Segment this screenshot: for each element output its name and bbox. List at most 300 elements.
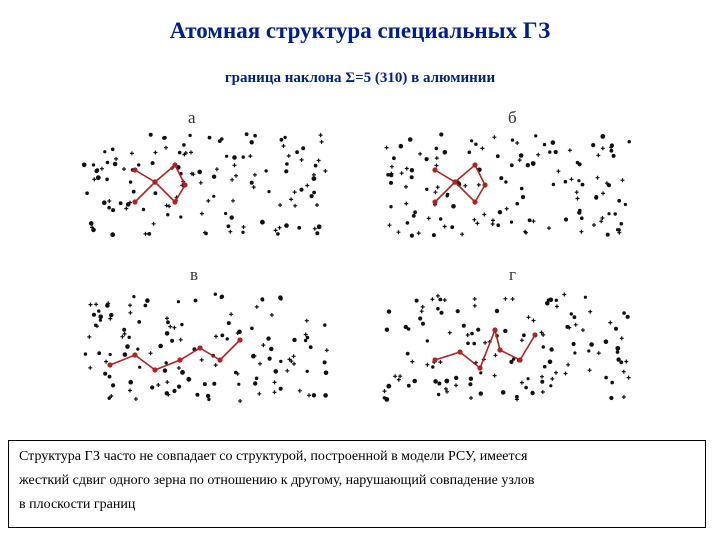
atom-dot [82,163,87,168]
boundary-atom [132,167,137,172]
boundary-atom [432,199,437,204]
atom-plus [469,396,473,400]
atom-plus [454,383,458,387]
atom-plus [104,360,108,364]
atom-dot [266,336,270,340]
atom-dot [468,151,472,155]
atom-plus [460,232,464,236]
atom-plus [128,311,132,315]
atom-plus [242,225,246,229]
atom-plus [319,133,323,137]
atom-dot [138,366,141,369]
atom-dot [548,360,553,365]
atom-dot [122,328,126,332]
atom-dot [543,365,547,369]
atom-dot [154,191,158,195]
atom-dot [284,169,288,173]
atom-dot [580,216,584,220]
atom-dot [137,163,140,166]
atom-dot [224,212,227,215]
atom-dot [182,143,186,147]
atom-plus [258,362,262,366]
atom-dot [250,181,254,185]
atom-plus [588,310,592,314]
atom-plus [282,144,286,148]
atom-plus [568,148,572,152]
atom-dot [476,328,480,332]
atom-plus [570,177,574,181]
atom-dot [208,136,212,140]
atom-dot [540,380,544,384]
atom-dot [162,136,166,140]
atom-plus [273,390,277,394]
atom-dot [94,324,98,328]
atom-plus [206,199,210,203]
atom-plus [463,184,467,188]
atomic-structure-panel-v [80,290,335,405]
atom-plus [215,167,219,171]
atom-plus [562,293,566,297]
atom-dot [614,212,617,215]
atom-plus [576,197,580,201]
atom-plus [417,231,421,235]
atom-dot [407,384,411,388]
atom-dot [89,221,94,226]
atom-dot [406,221,410,225]
atom-plus [435,164,439,168]
atom-plus [536,153,540,157]
atom-plus [124,207,128,211]
boundary-atom [197,345,202,350]
atom-dot [132,190,136,194]
atom-dot [410,234,414,238]
atom-plus [165,316,169,320]
atom-plus [128,303,132,307]
panel-label-b: б [508,108,517,127]
atom-dot [573,315,577,319]
atom-plus [550,377,554,381]
atom-dot [470,332,474,336]
atom-plus [532,219,536,223]
atom-plus [505,207,509,211]
atom-plus [278,203,282,207]
boundary-atom [237,337,242,342]
atom-dot [158,344,163,349]
atom-plus [214,363,218,367]
atom-plus [518,158,522,162]
atom-dot [106,161,110,165]
atom-dot [436,307,440,311]
atom-dot [85,191,89,195]
atom-plus [436,294,440,298]
atom-dot [108,375,112,379]
atom-dot [310,194,314,198]
atom-dot [212,175,216,179]
atom-plus [492,135,496,139]
atom-dot [437,393,440,396]
atom-dot [232,155,237,160]
boundary-atom [492,327,497,332]
atom-plus [312,173,316,177]
atom-plus [435,156,439,160]
atom-dot [439,132,443,136]
atom-plus [100,167,104,171]
atom-dot [431,365,434,368]
atom-plus [87,335,91,339]
atom-plus [448,331,452,335]
atom-plus [564,372,568,376]
atom-plus [532,319,536,323]
atom-dot [406,352,410,356]
atom-dot [495,309,499,313]
boundary-atom [532,332,537,337]
atom-dot [165,331,170,336]
atom-plus [234,174,238,178]
atom-dot [278,295,283,300]
atom-dot [616,357,620,361]
atom-plus [293,190,297,194]
atom-plus [248,154,252,158]
atom-dot [177,300,180,303]
atom-plus [177,366,181,370]
atom-plus [588,368,592,372]
atom-dot [163,368,167,372]
atom-plus [556,169,560,173]
atom-plus [274,228,278,232]
atom-plus [156,383,160,387]
atom-plus [238,399,242,403]
atom-dot [628,140,631,143]
atom-plus [120,335,124,339]
atom-dot [573,351,576,354]
atom-dot [129,180,132,183]
atom-dot [600,134,605,139]
atom-dot [584,296,587,299]
caption-box [8,440,706,528]
panel-label-a: а [188,108,196,127]
atom-dot [555,299,558,302]
atom-dot [323,360,327,364]
boundary-atom [152,367,157,372]
atom-dot [109,313,113,317]
boundary-atom [132,352,137,357]
atom-dot [261,298,264,301]
atom-dot [274,369,279,374]
atom-dot [194,299,198,303]
atom-dot [501,390,506,395]
boundary-atom [177,357,182,362]
atom-plus [257,392,261,396]
atom-dot [242,155,245,158]
atom-plus [527,315,531,319]
atom-dot [105,178,109,182]
atom-dot [450,225,454,229]
page-title: Атомная структура специальных ГЗ [169,18,551,43]
boundary-atom [132,199,137,204]
panel-label-g: г [509,265,516,284]
atom-dot [203,382,207,386]
atom-plus [94,302,98,306]
atom-dot [577,211,581,215]
atom-dot [230,215,234,219]
atom-dot [446,194,449,197]
atom-dot [521,195,525,199]
atom-plus [592,223,596,227]
atom-dot [468,382,472,386]
atom-plus [233,163,237,167]
page-subtitle: граница наклона Σ=5 (310) в алюминии [224,70,496,86]
atom-dot [136,348,139,351]
atom-dot [269,347,273,351]
atom-plus [418,152,422,156]
atom-dot [285,162,289,166]
atom-dot [456,309,460,313]
atom-dot [123,352,128,357]
atom-dot [527,377,530,380]
atom-dot [237,330,242,335]
atom-plus [427,216,431,220]
boundary-atom [457,349,462,354]
boundary-atom [497,347,502,352]
atom-dot [195,393,199,397]
atom-dot [97,351,101,355]
atom-dot [111,208,115,212]
atom-dot [616,350,620,354]
caption-line-3: в плоскости границ [19,497,136,512]
atom-dot [413,210,417,214]
atom-dot [212,195,215,198]
atom-plus [410,360,414,364]
panel-label-v: в [190,265,199,284]
boundary-atom [477,365,482,370]
atom-plus [320,140,324,144]
atom-dot [392,156,396,160]
atom-dot [615,346,620,351]
atom-dot [284,223,289,228]
atom-plus [230,178,234,182]
atom-dot [111,148,115,152]
atom-dot [295,150,299,154]
boundary-atom [452,179,457,184]
atom-dot [551,140,556,145]
atom-plus [289,197,293,201]
atom-dot [227,224,231,228]
atom-dot [607,212,610,215]
atom-plus [520,338,524,342]
atom-plus [405,167,409,171]
atom-dot [522,333,526,337]
atom-plus [503,297,507,301]
atom-dot [166,320,170,324]
atom-plus [575,190,579,194]
atom-plus [88,366,92,370]
atom-plus [285,369,289,373]
atom-dot [499,176,503,180]
atom-plus [152,222,156,226]
atom-dot [255,377,259,381]
atom-dot [165,361,168,364]
atom-dot [444,379,449,384]
boundary-atom [172,199,177,204]
atom-plus [144,232,148,236]
atom-dot [440,311,444,315]
atom-plus [123,332,127,336]
atom-plus [597,351,601,355]
atom-dot [496,154,500,158]
atom-plus [494,353,498,357]
atom-dot [225,155,228,158]
atom-dot [607,183,611,187]
atom-dot [142,208,145,211]
atom-plus [200,358,204,362]
atom-dot [128,336,131,339]
atom-dot [227,321,231,325]
atom-plus [305,184,309,188]
atom-dot [433,379,438,384]
atom-dot [604,339,609,344]
atom-plus [491,222,495,226]
atom-plus [555,305,559,309]
atom-dot [324,371,329,376]
atom-dot [564,217,568,221]
atom-dot [581,183,585,187]
atom-plus [292,362,296,366]
atom-plus [270,313,274,317]
atom-plus [622,395,626,399]
atom-plus [400,171,404,175]
atom-dot [212,382,216,386]
atom-plus [493,374,497,378]
atom-dot [620,222,624,226]
atom-dot [226,337,229,340]
atom-plus [541,390,545,394]
atom-dot [144,304,148,308]
atom-dot [451,204,456,209]
boundary-atom [472,199,477,204]
atom-dot [469,377,473,381]
atom-plus [404,185,408,189]
atom-plus [520,381,524,385]
atom-plus [122,167,126,171]
atom-dot [177,385,181,389]
atom-plus [261,343,265,347]
atom-dot [97,309,100,312]
atom-plus [491,218,495,222]
atom-dot [103,150,106,153]
atom-dot [260,220,265,225]
atom-dot [617,199,621,203]
atom-plus [433,190,437,194]
atom-dot [399,144,404,149]
atom-plus [624,360,628,364]
atom-dot [616,228,619,231]
atom-dot [96,175,101,180]
atom-dot [578,162,582,166]
atom-dot [276,232,280,236]
atom-dot [410,168,414,172]
atom-dot [425,157,429,161]
atom-dot [279,360,282,363]
atom-dot [99,319,102,322]
atom-plus [482,213,486,217]
atom-plus [92,177,96,181]
atom-dot [466,342,470,346]
atom-dot [317,224,322,229]
atom-plus [323,169,327,173]
atom-dot [312,393,316,397]
atom-plus [273,380,277,384]
atom-plus [214,334,218,338]
atom-dot [241,231,244,234]
atom-dot [594,196,598,200]
atom-dot [387,309,391,313]
atom-dot [610,381,614,385]
boundary-atom [107,362,112,367]
boundary-atom [517,357,522,362]
atom-dot [299,188,303,192]
atom-dot [84,352,87,355]
atom-dot [98,314,103,319]
atom-dot [314,164,318,168]
atom-dot [386,173,390,177]
atom-dot [149,133,153,137]
atom-dot [180,323,183,326]
atom-dot [549,347,553,351]
atom-dot [435,147,439,151]
atom-plus [292,354,296,358]
atom-plus [425,363,429,367]
atom-dot [418,316,422,320]
atom-dot [188,134,191,137]
atom-dot [137,320,141,324]
atom-dot [421,322,425,326]
atom-dot [432,233,436,237]
atom-dot [439,217,442,220]
atom-dot [166,213,169,216]
atom-plus [89,303,93,307]
atom-dot [237,383,240,386]
atom-plus [228,230,232,234]
atom-dot [426,339,429,342]
atom-plus [473,297,477,301]
atom-dot [147,232,151,236]
atom-plus [547,226,551,230]
atom-dot [250,140,254,144]
atom-plus [255,305,259,309]
atom-plus [596,153,600,157]
atom-plus [443,225,447,229]
boundary-atom [432,167,437,172]
atom-dot [524,386,528,390]
atom-dot [470,139,473,142]
atom-dot [437,382,441,386]
atom-plus [253,173,257,177]
atom-dot [234,371,238,375]
atom-dot [197,170,202,175]
atom-dot [94,169,98,173]
atom-plus [130,151,134,155]
boundary-atom [432,357,437,362]
atom-dot [479,371,482,374]
atom-plus [473,304,477,308]
atom-dot [186,377,191,382]
atom-plus [397,230,401,234]
atom-dot [622,311,626,315]
atom-dot [312,191,316,195]
atom-dot [253,134,257,138]
atom-plus [315,203,319,207]
caption-line-2: жесткий сдвиг одного зерна по отношению к другому, нарушающий совпадение узлов [19,473,535,488]
